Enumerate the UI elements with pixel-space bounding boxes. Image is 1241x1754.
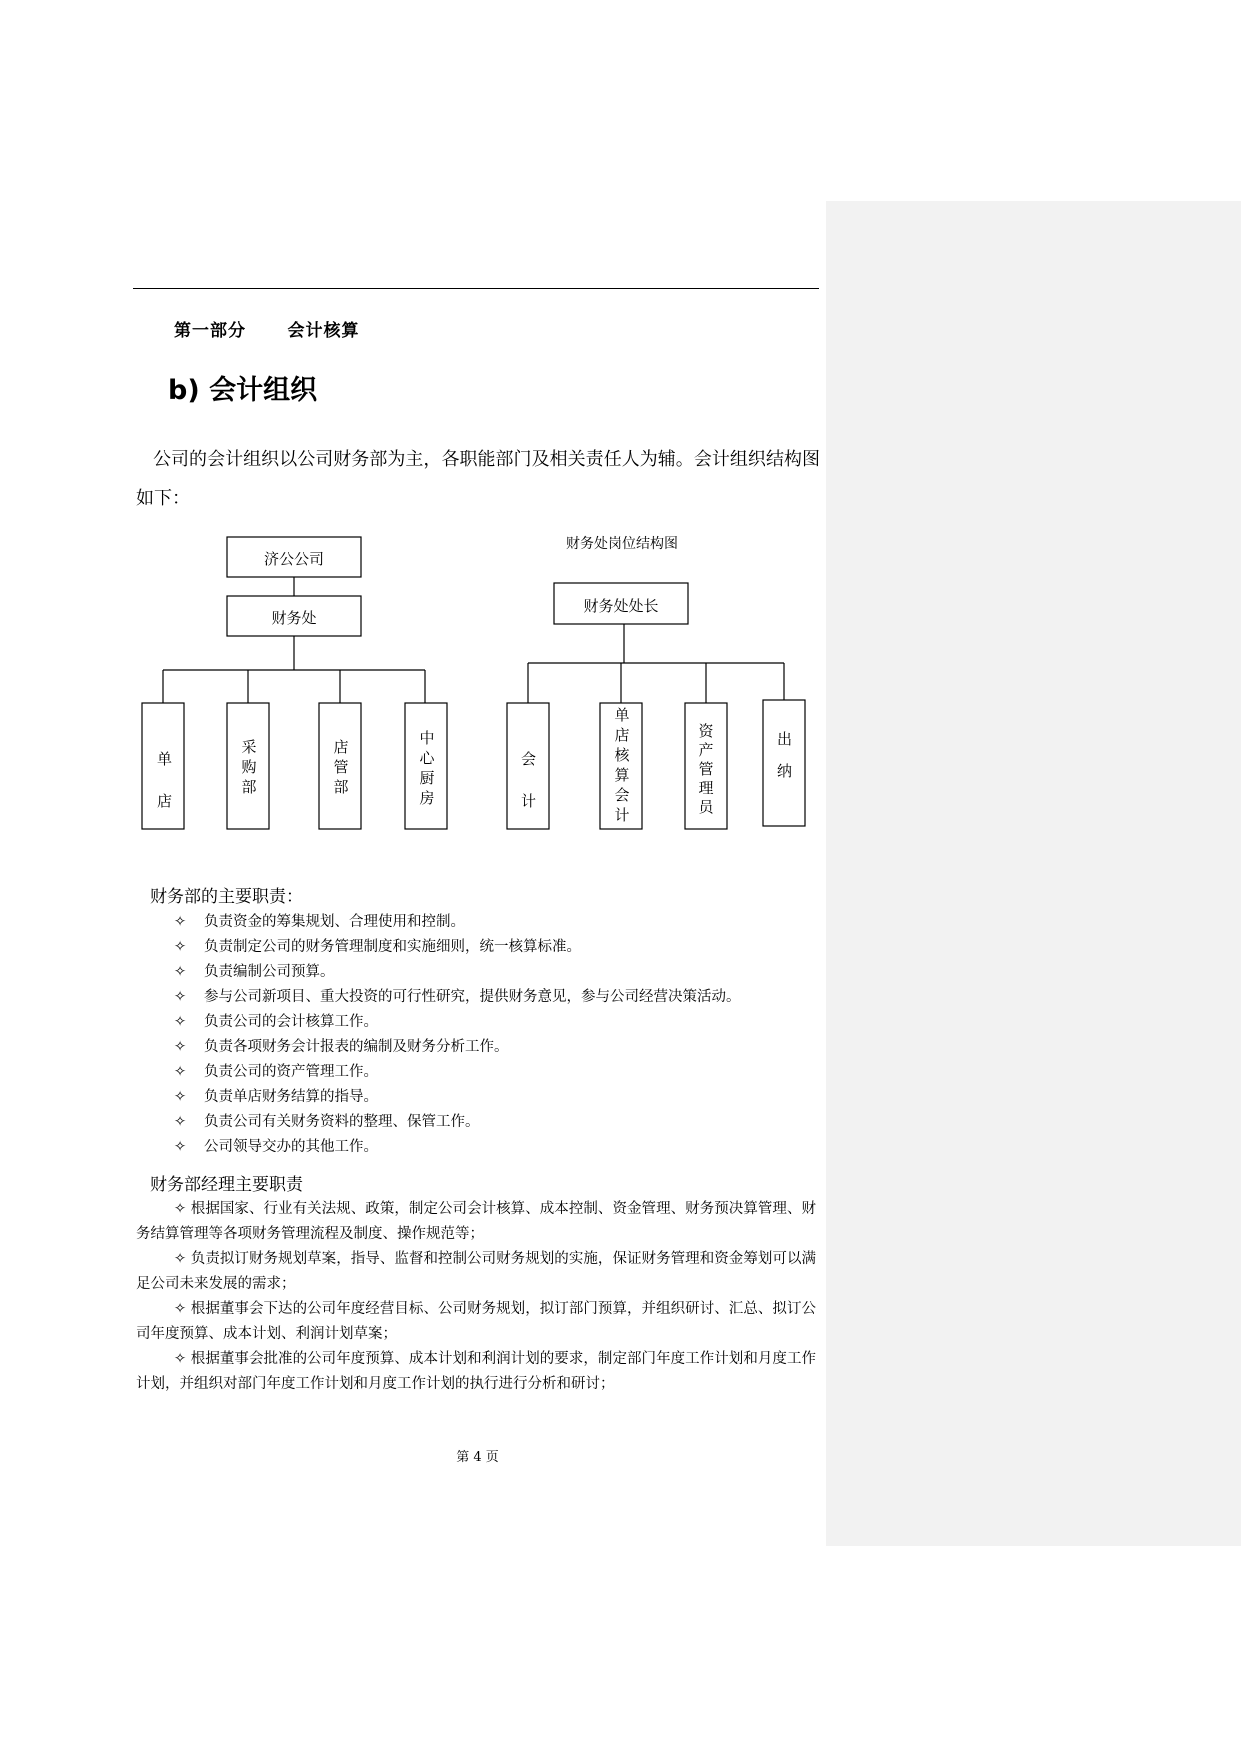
left-root-label: 济公公司 [263, 550, 324, 568]
right-chart-title: 财务处岗位结构图 [566, 536, 678, 552]
left-child-label-1: 单 店 [157, 750, 173, 810]
diamond-bullet-icon: ✧ [174, 1039, 187, 1055]
page-number: 第 4 页 [456, 1450, 499, 1465]
finance-duties-list [174, 910, 741, 1160]
section-label: 第一部分 会计核算 [174, 321, 360, 341]
intro-paragraph: 公司的会计组织以公司财务部为主，各职能部门及相关责任人为辅。会计组织结构图如下： [136, 449, 820, 509]
manager-duties-list [136, 1197, 816, 1397]
diamond-bullet-icon: ✧ [174, 1139, 187, 1155]
list-item: ✧ 负责各项财务会计报表的编制及财务分析工作。 [174, 1035, 741, 1060]
list-item: ✧ 负责制定公司的财务管理制度和实施细则，统一核算标准。 [174, 935, 741, 960]
list-item: ✧ 负责单店财务结算的指导。 [174, 1085, 741, 1110]
right-child-label-1: 会 计 [521, 750, 537, 810]
finance-duties-title: 财务部的主要职责： [150, 887, 303, 907]
diamond-bullet-icon: ✧ [174, 1064, 187, 1080]
list-item: ✧ 负责公司的资产管理工作。 [174, 1060, 741, 1085]
right-child-label-4: 出 纳 [777, 730, 793, 780]
diamond-bullet-icon: ✧ [174, 914, 187, 930]
list-item: ✧ 负责资金的筹集规划、合理使用和控制。 [174, 910, 741, 935]
right-child-label-2: 单 店 核 算 会 计 [614, 706, 630, 824]
list-item: ✧ 公司领导交办的其他工作。 [174, 1135, 741, 1160]
diamond-bullet-icon: ✧ [174, 989, 187, 1005]
left-child-label-2: 采 购 部 [241, 738, 257, 796]
diamond-bullet-icon: ✧ [174, 1014, 187, 1030]
list-item: ✧ 负责编制公司预算。 [174, 960, 741, 985]
list-item: ✧ 负责公司有关财务资料的整理、保管工作。 [174, 1110, 741, 1135]
right-child-label-3: 资 产 管 理 员 [698, 722, 714, 816]
manager-duties-title: 财务部经理主要职责 [150, 1175, 303, 1195]
list-item: ✧ 参与公司新项目、重大投资的可行性研究，提供财务意见，参与公司经营决策活动。 [174, 985, 741, 1010]
right-root-label: 财务处处长 [583, 597, 659, 615]
manager-duty-paragraph: ✧ 根据董事会下达的公司年度经营目标、公司财务规划，拟订部门预算，并组织研讨、汇总、拟订公司年度预算、成本计划、利润计划草案； [136, 1301, 816, 1342]
manager-duty-paragraph: ✧ 负责拟订财务规划草案，指导、监督和控制公司财务规划的实施，保证财务管理和资金筹划可以满足公司未来发展的需求； [136, 1251, 816, 1292]
diamond-bullet-icon: ✧ [174, 1089, 187, 1105]
manager-duty-paragraph: ✧ 根据董事会批准的公司年度预算、成本计划和利润计划的要求，制定部门年度工作计划和月度工作计划，并组织对部门年度工作计划和月度工作计划的执行进行分析和研讨； [136, 1351, 816, 1392]
diamond-bullet-icon: ✧ [174, 964, 187, 980]
diamond-bullet-icon: ✧ [174, 939, 187, 955]
left-level2-label: 财务处 [271, 609, 317, 627]
manager-duty-paragraph: ✧ 根据国家、行业有关法规、政策，制定公司会计核算、成本控制、资金管理、财务预决算管理、财务结算管理等各项财务管理流程及制度、操作规范等； [136, 1201, 816, 1242]
diamond-bullet-icon: ✧ [174, 1114, 187, 1130]
list-item: ✧ 负责公司的会计核算工作。 [174, 1010, 741, 1035]
section-heading: b) 会计组织 [168, 375, 318, 406]
left-child-label-3: 店 管 部 [333, 738, 349, 796]
left-child-label-4: 中 心 厨 房 [419, 729, 435, 807]
